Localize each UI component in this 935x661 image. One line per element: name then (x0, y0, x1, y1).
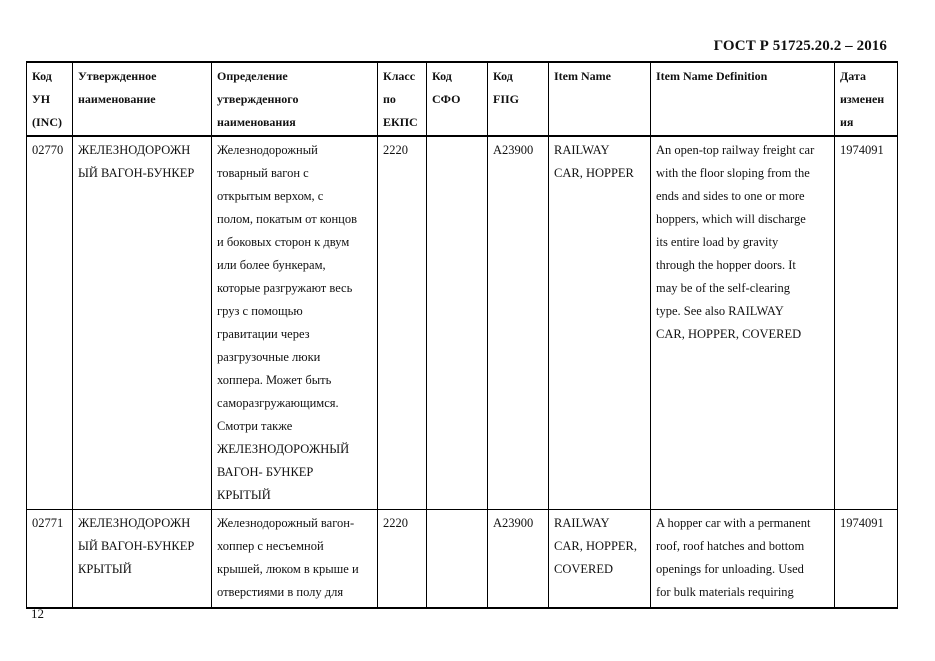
cell-inc-code (27, 510, 73, 609)
cell-line: груз с помощью (217, 304, 303, 318)
cell-approved-name (73, 510, 212, 609)
cell-definition (212, 136, 378, 510)
cell-sfo-code (427, 136, 488, 510)
cell-line: 1974091 (840, 143, 884, 157)
cell-line: An open-top railway freight car (656, 143, 815, 157)
header-fiig-code: Код FIIG (488, 62, 549, 136)
cell-ekps-class (378, 510, 427, 609)
table-row (27, 510, 898, 609)
cell-line: ЫЙ ВАГОН-БУНКЕР (78, 539, 195, 553)
cell-line: которые разгружают весь (217, 281, 353, 295)
cell-item-name-definition (651, 136, 835, 510)
cell-line: COVERED (554, 562, 614, 576)
cell-line: Железнодорожный вагон- (217, 516, 355, 530)
cell-line: RAILWAY (554, 516, 610, 530)
cell-item-name-definition (651, 510, 835, 609)
cell-line: A hopper car with a permanent (656, 516, 811, 530)
cell-item-name (549, 510, 651, 609)
cell-fiig-code (488, 136, 549, 510)
cell-line: CAR, HOPPER, COVERED (656, 327, 802, 341)
cell-line: hoppers, which will discharge (656, 212, 806, 226)
cell-ekps-class (378, 136, 427, 510)
cell-approved-name (73, 136, 212, 510)
cell-definition (212, 510, 378, 609)
cell-line: ЖЕЛЕЗНОДОРОЖНЫЙ (217, 442, 350, 456)
cell-line: roof, roof hatches and bottom (656, 539, 805, 553)
cell-sfo-code (427, 510, 488, 609)
cell-line: for bulk materials requiring (656, 585, 794, 599)
cell-line: 2220 (383, 516, 408, 530)
cell-line: товарный вагон с (217, 166, 309, 180)
cell-line: may be of the self-clearing (656, 281, 790, 295)
cell-line: крышей, люком в крыше и (217, 562, 359, 576)
cell-line: through the hopper doors. It (656, 258, 796, 272)
cell-line: ЫЙ ВАГОН-БУНКЕР (78, 166, 195, 180)
cell-inc-code (27, 136, 73, 510)
table-header-row (27, 62, 898, 136)
cell-line: и боковых сторон к двум (217, 235, 350, 249)
cell-line: КРЫТЫЙ (217, 488, 271, 502)
cell-line: RAILWAY (554, 143, 610, 157)
header-sfo-code: Код СФО (427, 62, 488, 136)
cell-change-date (835, 136, 898, 510)
cell-line: 1974091 (840, 516, 884, 530)
cell-line: гравитации через (217, 327, 310, 341)
cell-line: разгрузочные люки (217, 350, 321, 364)
cell-fiig-code (488, 510, 549, 609)
table-row (27, 136, 898, 510)
header-definition: Определение утвержденного наименования (212, 62, 378, 136)
cell-line: КРЫТЫЙ (78, 562, 132, 576)
cell-line: openings for unloading. Used (656, 562, 804, 576)
header-item-name-definition: Item Name Definition (651, 62, 835, 136)
cell-line: 02770 (32, 143, 64, 157)
cell-line: открытым верхом, с (217, 189, 324, 203)
cell-line: its entire load by gravity (656, 235, 779, 249)
cell-line: ЖЕЛЕЗНОДОРОЖН (78, 143, 191, 157)
header-item-name: Item Name (549, 62, 651, 136)
header-change-date: Дата изменен ия (835, 62, 898, 136)
header-ekps-class: Класс по ЕКПС (378, 62, 427, 136)
page-number: 12 (31, 606, 44, 621)
header-inc-code: Код УН (INC) (27, 62, 73, 136)
cell-line: Железнодорожный (217, 143, 318, 157)
cell-line: CAR, HOPPER, (554, 539, 638, 553)
header-approved-name: Утвержденное наименование (73, 62, 212, 136)
cell-line: A23900 (493, 143, 534, 157)
cell-line: ends and sides to one or more (656, 189, 805, 203)
cell-line: саморазгружающимся. (217, 396, 339, 410)
cell-line: Смотри также (217, 419, 293, 433)
cell-line: хоппера. Может быть (217, 373, 332, 387)
cell-line: ВАГОН- БУНКЕР (217, 465, 314, 479)
cell-line: или более бункерам, (217, 258, 326, 272)
cell-line: with the floor sloping from the (656, 166, 810, 180)
cell-change-date (835, 510, 898, 609)
cell-line: CAR, HOPPER (554, 166, 634, 180)
cell-line: type. See also RAILWAY (656, 304, 784, 318)
cell-line: отверстиями в полу для (217, 585, 344, 599)
cell-line: хоппер с несъемной (217, 539, 324, 553)
cell-item-name (549, 136, 651, 510)
cell-line: 2220 (383, 143, 408, 157)
document-standard-title: ГОСТ Р 51725.20.2 – 2016 (713, 38, 887, 54)
cell-line: ЖЕЛЕЗНОДОРОЖН (78, 516, 191, 530)
cell-line: полом, покатым от концов (217, 212, 358, 226)
cell-line: 02771 (32, 516, 64, 530)
catalog-table (26, 61, 898, 609)
cell-line: A23900 (493, 516, 534, 530)
